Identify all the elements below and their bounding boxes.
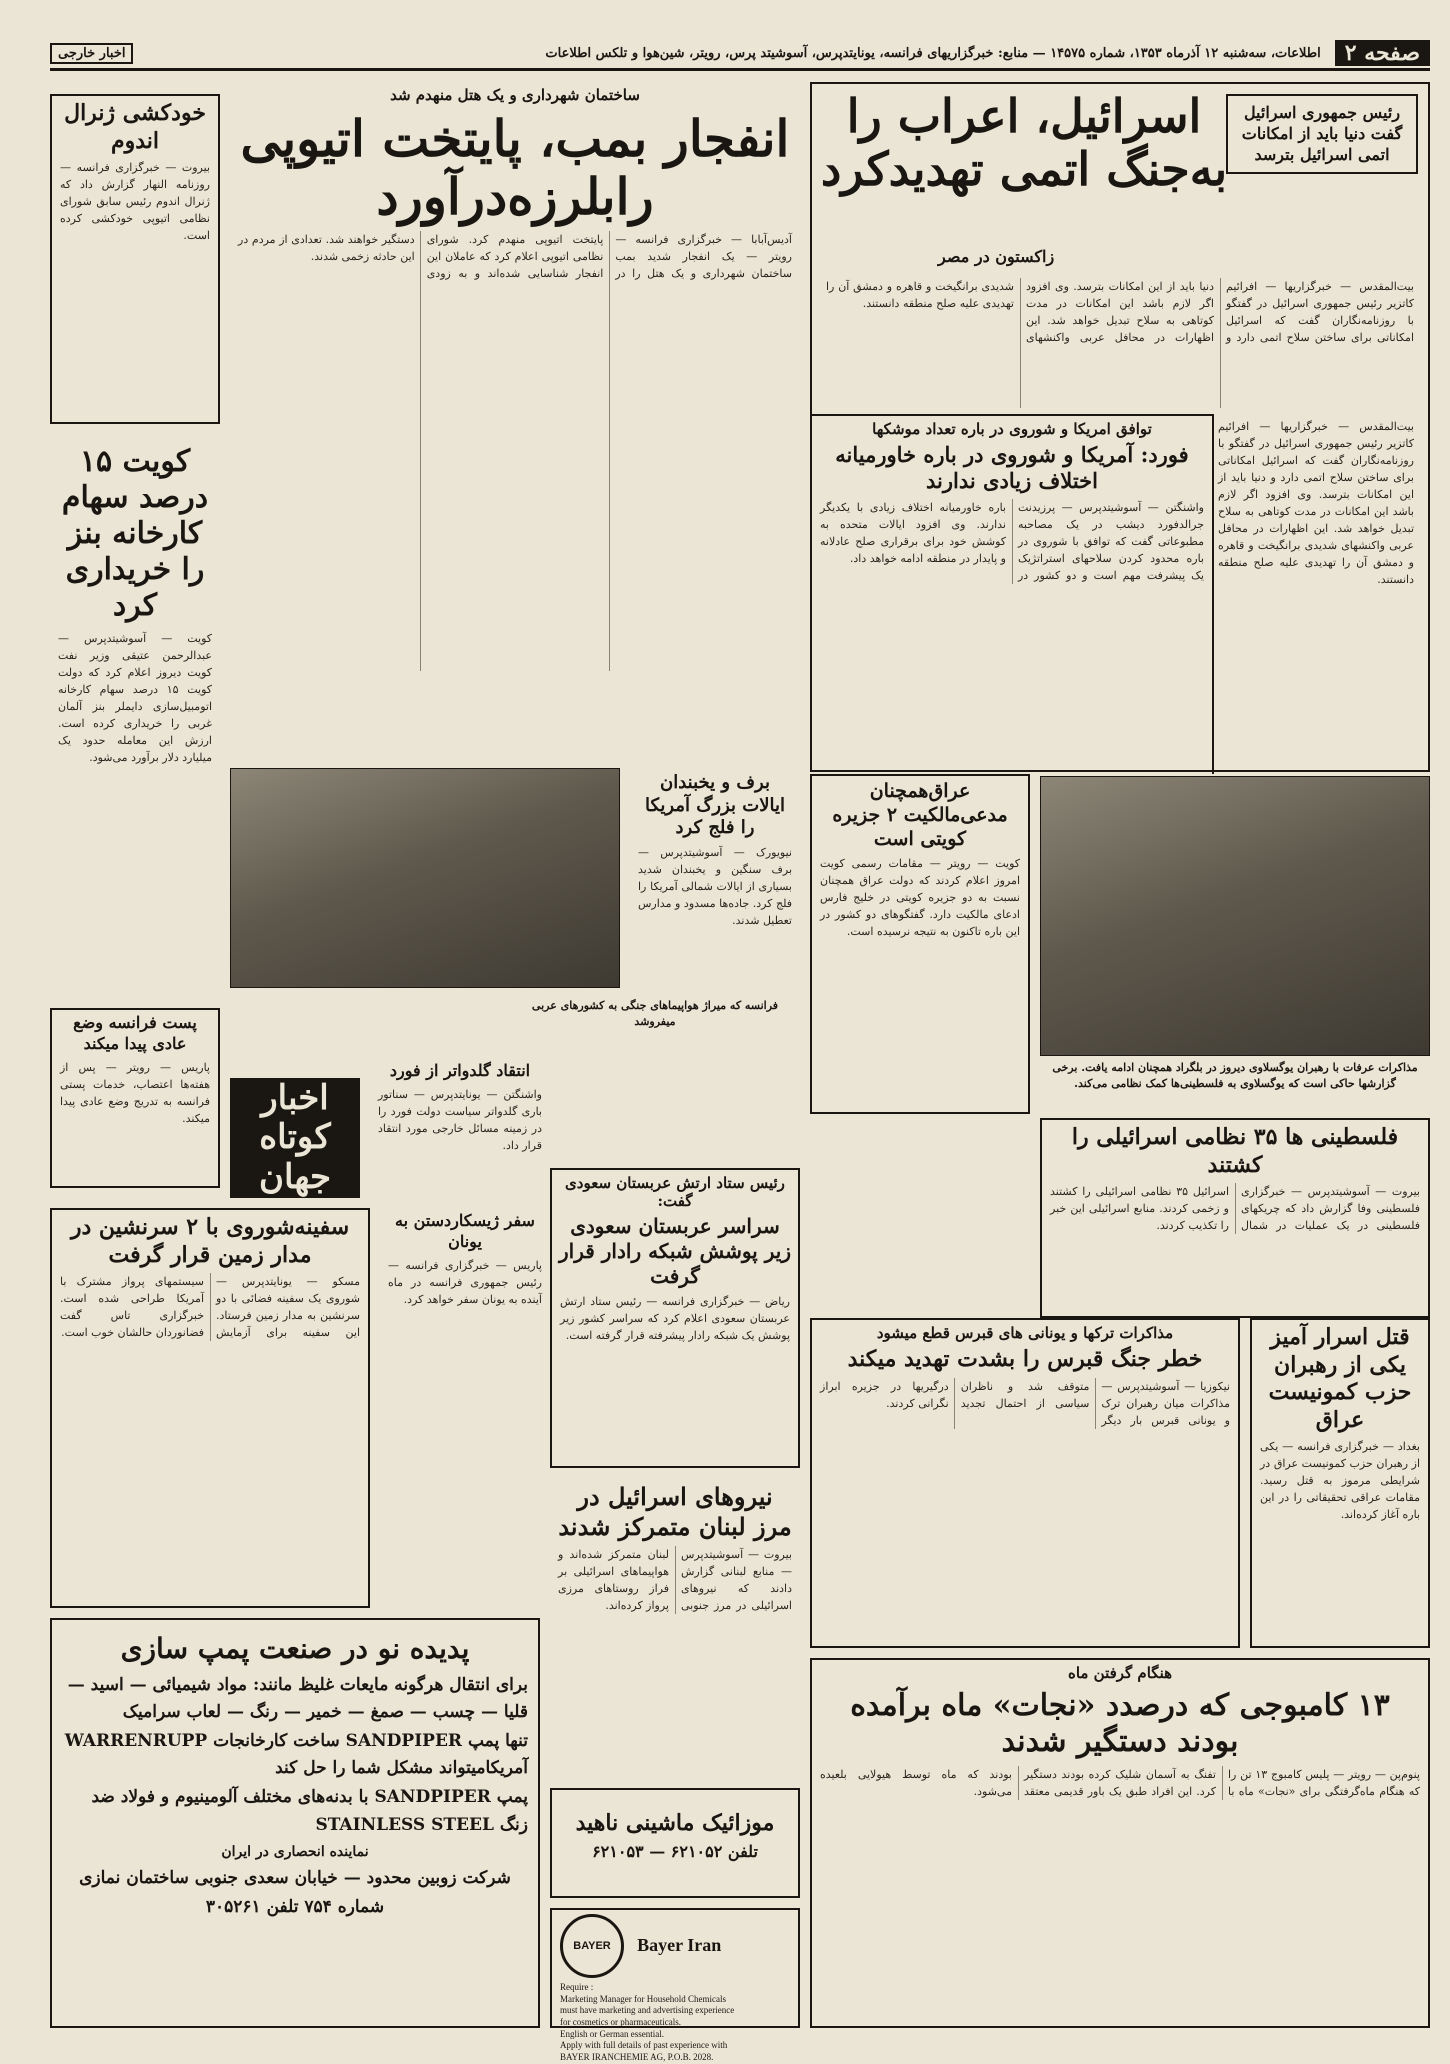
cambodia-body: پنوم‌پن — رویتر — پلیس کامبوج ۱۳ تن را که هنگام ماه‌گرفتگی برای «نجات» ماه با تفنگ به آسمان شلیک کرده بودند دستگیر کرد. این افراد طبق یک باور قدیمی معتقد بودند که ماه توسط هیولایی بلعیده می‌شود.: [820, 1768, 1420, 1799]
giscard-story: [380, 1208, 550, 1608]
cambodia-headline: ۱۳ کامبوجی که درصدد «نجات» ماه برآمده بودند دستگیر شدند: [850, 1688, 1390, 1759]
general-story: [50, 94, 220, 424]
cambodia-kicker: هنگام گرفتن ماه: [1067, 1664, 1173, 1682]
saudi-kicker: رئیس ستاد ارتش عربستان سعودی گفت:: [565, 1174, 785, 1210]
ford-kicker: توافق امریکا و شوروی در باره تعداد موشکها: [872, 420, 1152, 438]
goldwater-headline: انتقاد گلدواتر از فورد: [389, 1061, 531, 1080]
saudi-story: [550, 1168, 800, 1468]
palestinians-headline: فلسطینی ها ۳۵ نظامی اسرائیلی را کشتند: [1071, 1124, 1399, 1178]
mosaic-ad: [550, 1788, 800, 1898]
issue-meta: اطلاعات، سه‌شنبه ۱۲ آذرماه ۱۳۵۳، شماره ۱۴۵۷۵ — منابع: خبرگزاریهای فرانسه، یونایتدپرس، آسوشیتد پرس، رویتر، شین‌هوا و تلکس اطلاعات: [545, 45, 1321, 61]
saudi-body: ریاض — خبرگزاری فرانسه — رئیس ستاد ارتش عربستان سعودی اعلام کرد که سراسر کشور زیر پوشش یک شبکه رادار پیشرفته قرار گرفته است.: [560, 1295, 790, 1343]
kuwait-headline: کویت ۱۵ درصد سهام کارخانه بنز را خریداری کرد: [61, 444, 209, 623]
cyprus-body: نیکوزیا — آسوشیتدپرس — مذاکرات میان رهبران ترک و یونانی قبرس بار دیگر متوقف شد و ناظران سیاسی از احتمال تجدید درگیریها در جزیره ابراز نگرانی کردند.: [820, 1379, 1230, 1427]
jet-photo: [230, 768, 620, 988]
giscard-headline: سفر ژیسکاردستن به یونان: [395, 1211, 535, 1251]
mosaic-ad-phone: تلفن ۶۲۱۰۵۲ — ۶۲۱۰۵۳: [592, 1841, 758, 1861]
palestinians-body: بیروت — آسوشیتدپرس — خبرگزاری فلسطینی وفا گزارش داد که چریکهای فلسطینی در یک عملیات در شمال اسرائیل ۳۵ نظامی اسرائیلی را کشتند و زخمی کردند. منابع اسرائیلی این خبر را تکذیب کردند.: [1050, 1185, 1420, 1233]
goldwater-story: [370, 1058, 550, 1198]
ford-story: [812, 414, 1214, 774]
bayer-text: Require : Marketing Manager for Household Chemicals must have marketing and advertising experience for cosmetics or pharmaceuticals. English or German essential. Apply with full details of past experience with BAYER IRANCHEMIE AG, P.O.B. 2028.: [560, 1982, 735, 2063]
pump-ad-line3: پمپ SANDPIPER با بدنه‌های مختلف آلومینیوم و فولاد ضد زنگ STAINLESS STEEL: [91, 1787, 528, 1835]
goldwater-body: واشنگتن — یونایتدپرس — سناتور باری گلدواتر سیاست دولت فورد را در زمینه مسائل خارجی مورد انتقاد قرار داد.: [378, 1087, 542, 1152]
france-headline: پست فرانسه وضع عادی پیدا میکند: [73, 1013, 197, 1053]
arafat-photo: [1040, 776, 1430, 1056]
general-headline: خودکشی ژنرال اندوم: [64, 100, 206, 154]
pump-ad-title: پدیده نو در صنعت پمپ سازی: [120, 1632, 470, 1665]
general-body: بیروت — خبرگزاری فرانسه — روزنامه النهار گزارش داد که ژنرال اندوم رئیس سابق شورای نظامی اتیوپی خودکشی کرده است.: [60, 161, 210, 243]
pump-ad-company: شرکت زوبین محدود — خیابان سعدی جنوبی ساختمان نمازی: [79, 1868, 511, 1889]
giscard-body: پاریس — خبرگزاری فرانسه — رئیس جمهوری فرانسه در ماه آینده به یونان سفر خواهد کرد.: [388, 1258, 542, 1306]
bayer-logo-icon: BAYER: [560, 1914, 624, 1978]
cambodia-story: [810, 1658, 1430, 2028]
newspaper-page: [50, 38, 1430, 2063]
snow-body: نیویورک — آسوشیتدپرس — برف سنگین و یخبندان شدید بسیاری از ایالات شمالی آمریکا را فلج کرد. جاده‌ها مسدود و مدارس تعطیل شدند.: [638, 845, 792, 927]
cyprus-headline: خطر جنگ قبرس را بشدت تهدید میکند: [847, 1346, 1203, 1372]
mosaic-ad-name: موزائیک ماشینی ناهید: [575, 1810, 775, 1836]
iraq-headline: عراق‌همچنان مدعی‌مالکیت ۲ جزیره کویتی است: [832, 780, 1008, 850]
page-header: [50, 38, 1430, 71]
bayer-ad: [550, 1908, 800, 2063]
pump-ad-phone: شماره ۷۵۴ تلفن ۳۰۵۲۶۱: [205, 1897, 385, 1918]
arafat-caption: مذاکرات عرفات با رهبران یوگسلاوی دیروز در بلگراد همچنان ادامه یافت. برخی گزارشها حاکی است که یوگسلاوی به فلسطینی‌ها کمک نظامی می‌کند.: [1052, 1061, 1418, 1090]
pump-ad: [50, 1618, 540, 2028]
bayer-brand: Bayer Iran: [637, 1934, 722, 1955]
pump-ad-line2: تنها پمپ SANDPIPER ساخت کارخانجات WARRENRUPP آمریکامیتواند مشکل شما را حل کند: [64, 1730, 528, 1779]
israel-body-cont: بیت‌المقدس — خبرگزاریها — افرائیم کاتزیر رئیس جمهوری اسرائیل در گفتگو با روزنامه‌نگاران گفت که اسرائیل امکاناتی برای ساختن سلاح اتمی دارد و دنیا باید از این امکانات بترسد. وی افزود اگر لازم باشد این امکانات در مدت کوتاهی به سلاح تبدیل خواهد شد. این اظهارات در محافل عربی واکنشهای شدیدی برانگیخت و قاهره و دمشق آن را تهدیدی علیه صلح منطقه دانستند.: [1218, 420, 1414, 587]
soyuz-headline: سفینه‌شوروی با ۲ سرنشین در مدار زمین قرار گرفت: [70, 1214, 350, 1268]
ethiopia-headline: انفجار بمب، پایتخت اتیوپی رابلرزه‌درآورد: [240, 109, 790, 226]
saudi-headline: سراسر عربستان سعودی زیر پوشش شبکه رادار قرار گرفت: [559, 1214, 791, 1288]
pump-ad-line1: برای انتقال هرگونه مایعات غلیظ مانند: مواد شیمیائی — اسید — قلیا — چسب — صمغ — خمیر — رنگ — لعاب سرامیک: [67, 1674, 528, 1722]
lebanon-body: بیروت — آسوشیتدپرس — منابع لبنانی گزارش دادند که نیروهای اسرائیلی در مرز جنوبی لبنان متمرکز شده‌اند و هواپیماهای اسرائیلی بر فراز روستاهای مرزی پرواز کرده‌اند.: [558, 1548, 792, 1613]
section-label: اخبار خارجی: [50, 43, 133, 64]
page-folio: صفحه ۲: [1335, 40, 1430, 66]
ford-body: واشنگتن — آسوشیتدپرس — پرزیدنت جرالدفورد دیشب در یک مصاحبه مطبوعاتی گفت که توافق با شوروی در باره محدود کردن سلاحهای استراتژیک یک پیشرفت مهم است و دو کشور در باره خاورمیانه اختلاف زیادی با یکدیگر ندارند. وی افزود ایالات متحده به کوشش خود برای برقراری صلح عادلانه و پایدار در منطقه ادامه خواهد داد.: [820, 500, 1204, 582]
lebanon-headline: نیروهای اسرائیل در مرز لبنان متمرکز شدند: [558, 1482, 792, 1541]
kuwait-story: [50, 438, 220, 998]
iraq-leader-headline: قتل اسرار آمیز یکی از رهبران حزب کمونیست عراق: [1268, 1324, 1412, 1433]
pump-ad-rep: نماینده انحصاری در ایران: [221, 1843, 369, 1860]
iraq-islands-story: [810, 774, 1030, 1114]
iraq-leader-body: بغداد — خبرگزاری فرانسه — یکی از رهبران حزب کمونیست عراق در شرایطی مرموز به قتل رسید. مقامات عراقی تحقیقاتی را در این باره آغاز کرده‌اند.: [1260, 1440, 1420, 1522]
france-story: [50, 1008, 220, 1188]
soyuz-body: مسکو — یونایتدپرس — شوروی یک سفینه فضائی با دو سرنشین به مدار زمین فرستاد. این سفینه برای آزمایش سیستمهای پرواز مشترک با آمریکا طراحی شده است. خبرگزاری تاس گفت فضانوردان حالشان خوب است.: [60, 1275, 360, 1340]
ethiopia-kicker: ساختمان شهرداری و یک هتل منهدم شد: [390, 86, 640, 104]
iraq-leader-story: [1250, 1318, 1430, 1648]
france-body: پاریس — رویتر — پس از هفته‌ها اعتصاب، خدمات پستی فرانسه به تدریج وضع عادی پیدا میکند.: [60, 1060, 210, 1125]
israel-subhead: زاکستون در مصر: [938, 247, 1055, 266]
lebanon-story: [550, 1478, 800, 1778]
brief-news-box: اخبار کوتاه جهان: [230, 1078, 360, 1198]
jet-caption: فرانسه که میراژ هواپیماهای جنگی به کشورهای عربی میفروشد: [531, 999, 779, 1028]
palestinians-story: [1040, 1118, 1430, 1318]
soyuz-story: [50, 1208, 370, 1608]
israel-side-box: رئیس جمهوری اسرائیل گفت دنیا باید از امکانات اتمی اسرائیل بترسد: [1226, 94, 1418, 174]
cyprus-kicker: مذاکرات ترکها و یونانی های قبرس قطع میشود: [876, 1324, 1174, 1342]
ford-headline: فورد: آمریکا و شوروی در باره خاورمیانه اختلاف زیادی ندارند: [835, 442, 1189, 494]
snow-headline: برف و یخبندان ایالات بزرگ آمریکا را فلج کرد: [645, 772, 785, 838]
kuwait-body: کویت — آسوشیتدپرس — عبدالرحمن عتیقی وزیر نفت کویت دیروز اعلام کرد که دولت کویت ۱۵ درصد سهام کارخانه اتومبیل‌سازی دایملر بنز آلمان غربی را خریداری کرده است. ارزش این معامله حدود یک میلیارد دلار برآورد می‌شود.: [58, 632, 212, 765]
israel-body: بیت‌المقدس — خبرگزاریها — افرائیم کاتزیر رئیس جمهوری اسرائیل در گفتگو با روزنامه‌نگاران گفت که اسرائیل امکاناتی برای ساختن سلاح اتمی دارد و دنیا باید از این امکانات بترسد. وی افزود اگر لازم باشد این امکانات در مدت کوتاهی به سلاح تبدیل خواهد شد. این اظهارات در محافل عربی واکنشهای شدیدی برانگیخت و قاهره و دمشق آن را تهدیدی علیه صلح منطقه دانستند.: [826, 280, 1414, 345]
cyprus-story: [810, 1318, 1240, 1648]
israel-headline: اسرائیل، اعراب را به‌جنگ اتمی تهدیدکرد: [820, 89, 1228, 196]
iraq-body: کویت — رویتر — مقامات رسمی کویت امروز اعلام کردند که دولت عراق همچنان نسبت به دو جزیره کویتی در خلیج فارس ادعای مالکیت دارد. گفتگوهای دو کشور در این باره تاکنون به نتیجه نرسیده است.: [820, 857, 1020, 939]
israel-story: [810, 82, 1430, 772]
ethiopia-story: [230, 82, 800, 762]
ethiopia-body: آدیس‌آبابا — خبرگزاری فرانسه — رویتر — یک انفجار شدید بمب ساختمان شهرداری و یک هتل را در پایتخت اتیوپی منهدم کرد. شورای نظامی اتیوپی اعلام کرد که عاملان این انفجار شناسایی شده‌اند و به زودی دستگیر خواهند شد. تعدادی از مردم در این حادثه زخمی شدند.: [238, 233, 792, 281]
